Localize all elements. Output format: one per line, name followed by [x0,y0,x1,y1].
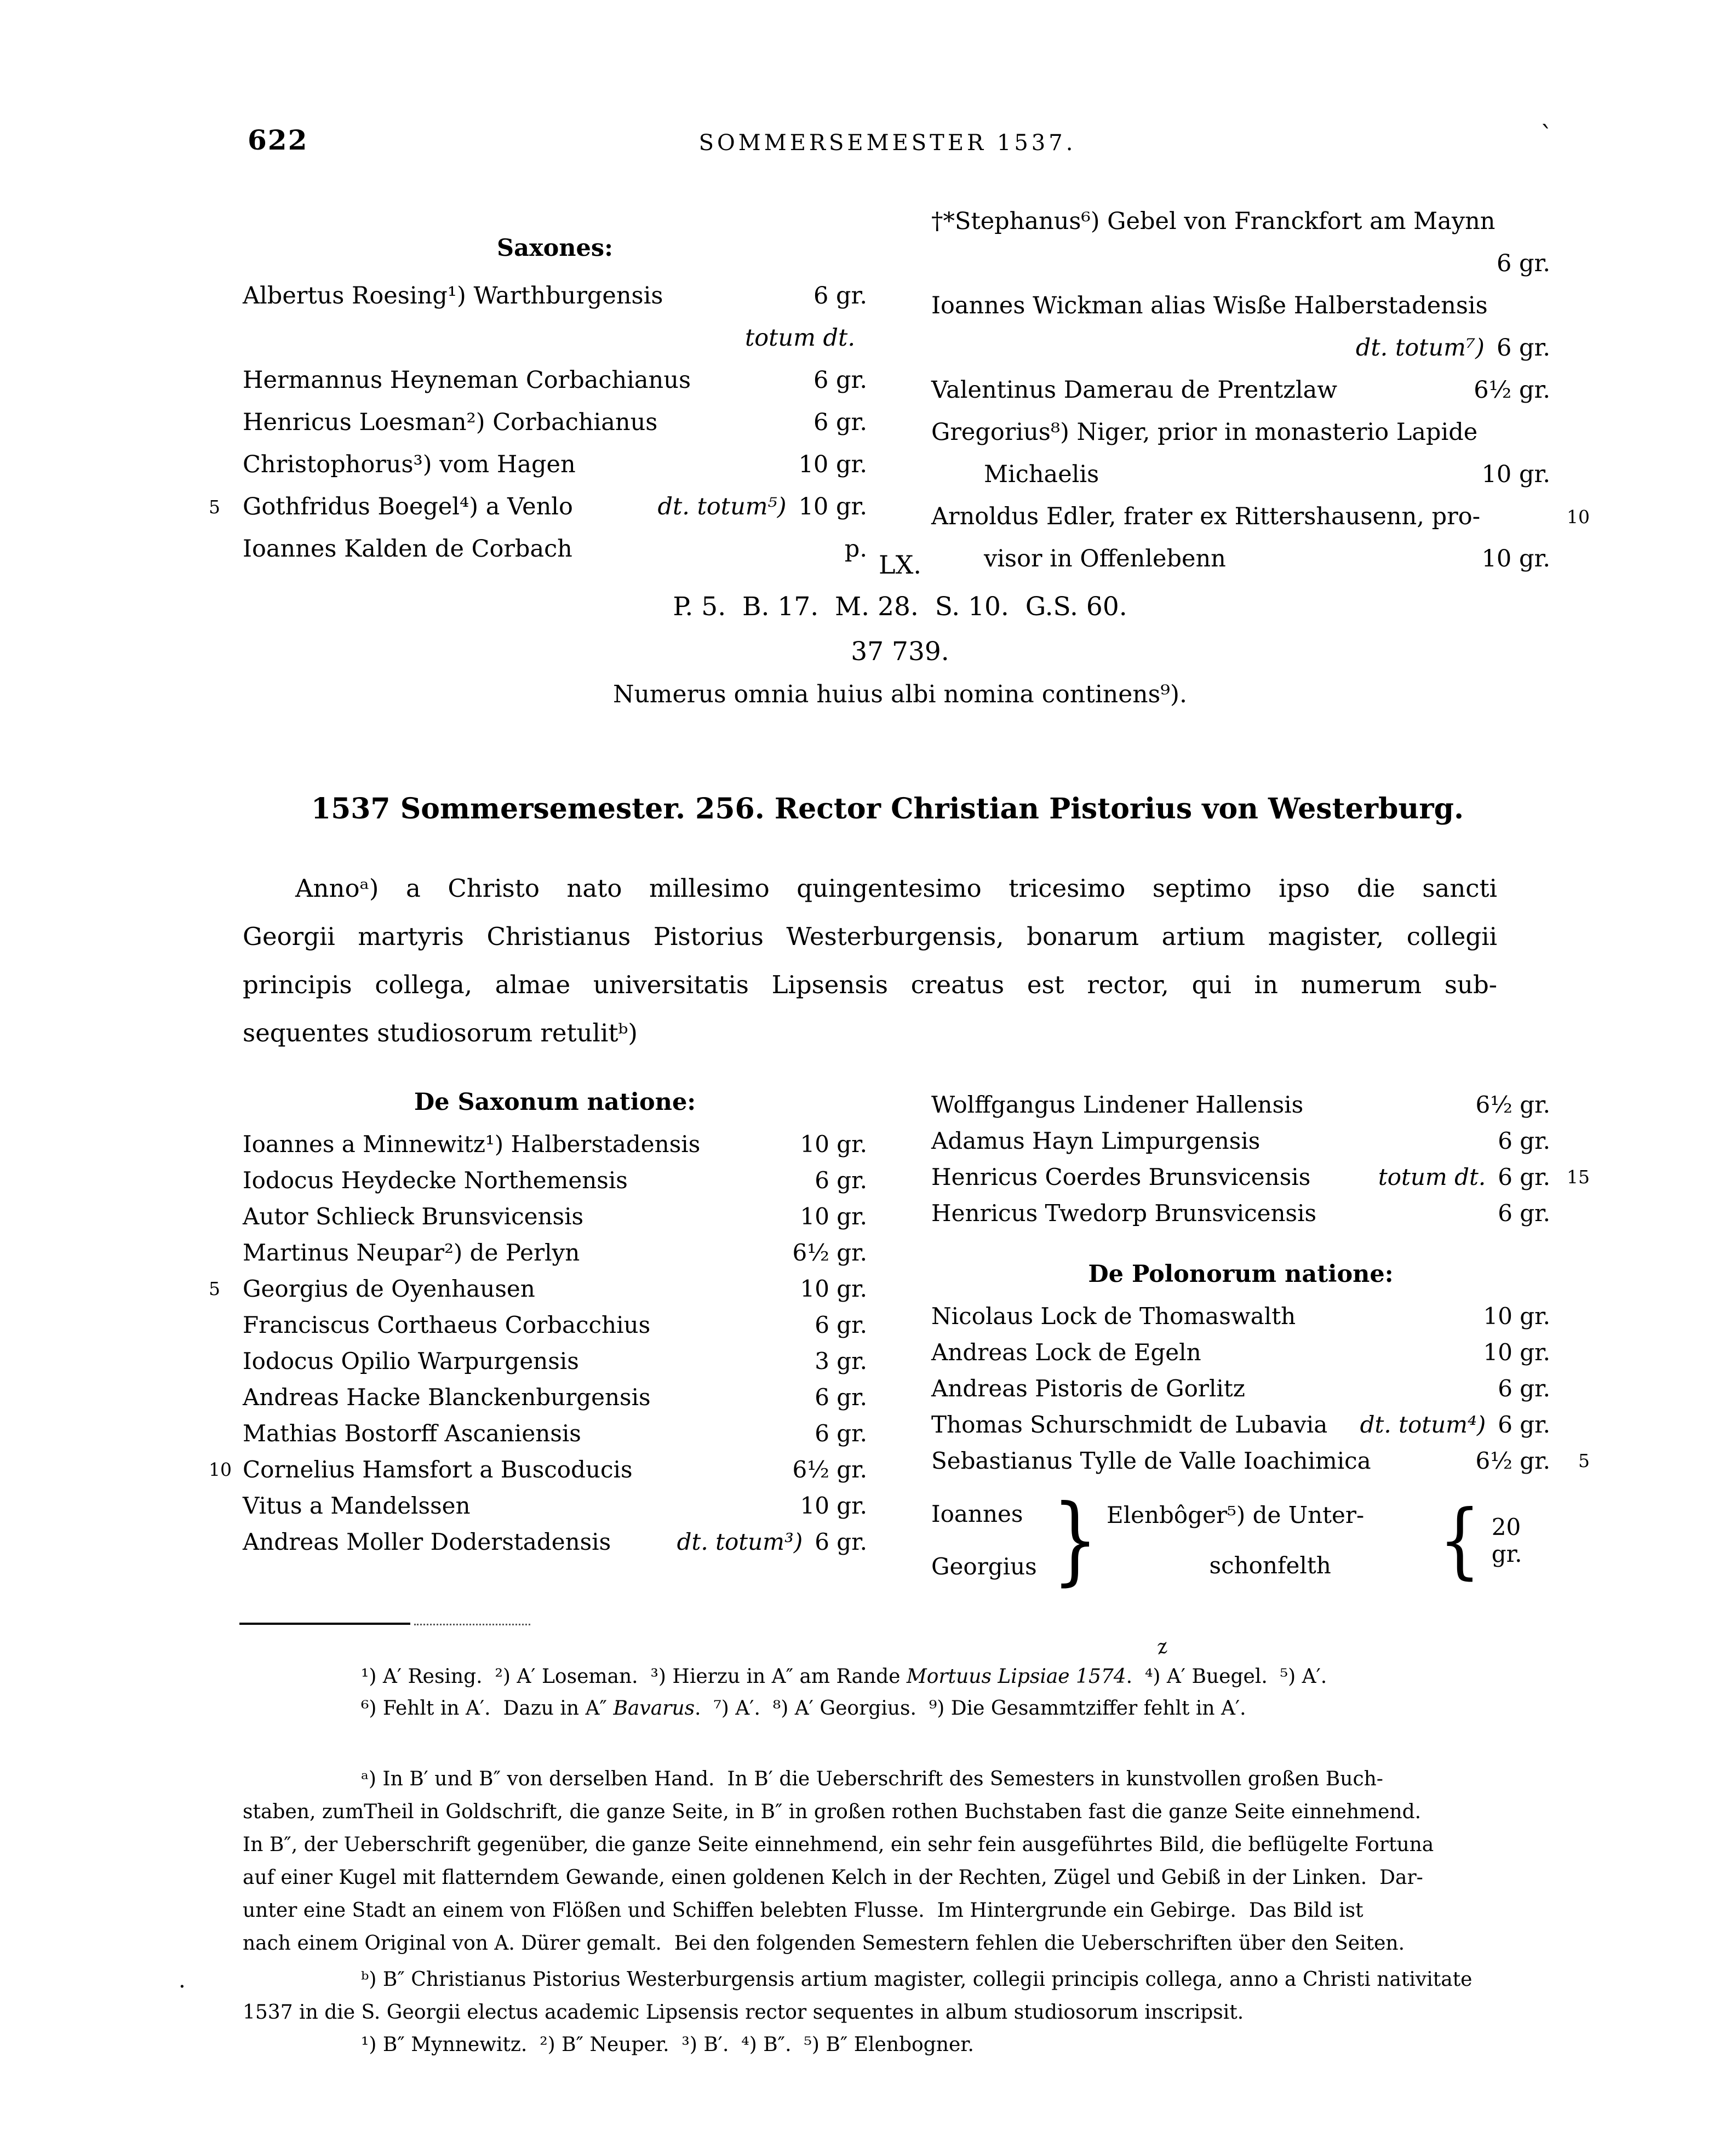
entry-name: Ioannes a Minnewitz¹) Halberstadensis [243,1131,701,1158]
entry-name: Elenbôger⁵) de Unter- [1107,1502,1365,1528]
entry-amount: 6 gr. [813,282,867,310]
register2-right-column [931,1087,1590,1596]
register2-left-column [209,1078,867,1560]
entry-amount: 6 gr. [815,1311,867,1338]
entry-name: Iodocus Heydecke Northemensis [243,1167,628,1194]
list-item [209,1271,867,1307]
footnote-block-line: nach einem Original von A. Dürer gemalt. Bei den folgenden Semestern fehlen die Ueberschriften über den Seiten. [243,1932,1405,1955]
list-item [243,402,867,444]
list-item [931,1443,1590,1479]
footnote-rule-faded [414,1624,530,1625]
list-item [243,1379,867,1416]
entry-name: Ioannes Wickman alias Wisße Halberstadensis [931,292,1488,319]
entry-payment-note: dt. totum³) [677,1528,803,1555]
list-item [243,1416,867,1452]
footnote-block-line: ᵃ) In B′ und B″ von derselben Hand. In B′ die Ueberschrift des Semesters in kunstvollen großen Buch- [361,1768,1383,1790]
footnote-block-line: auf einer Kugel mit flatterndem Gewande, einen goldenen Kelch in der Rechten, Zügel und Gebiß in der Linken. Dar- [243,1866,1423,1889]
register1-right-rows [931,200,1590,580]
footnote-block-line: unter eine Stadt an einem von Flößen und Schiffen belebten Flusse. Im Hintergrunde ein Gebirge. Das Bild ist [243,1899,1363,1922]
entry-amount: 10 gr. [800,1275,867,1302]
entry-name: Vitus a Mandelssen [243,1492,471,1519]
entry-name: Cornelius Hamsfort a Buscoducis [243,1456,633,1483]
entry-amount: 6 gr. [1498,1200,1550,1227]
footnote-text-segment: . ⁷) A′. ⁸) A′ Georgius. ⁹) Die Gesammtziffer fehlt in A′. [695,1697,1246,1720]
footnote-line-last: ¹) B″ Mynnewitz. ²) B″ Neuper. ³) B′. ⁴) B″. ⁵) B″ Elenbogner. [361,2033,974,2056]
list-item [931,1123,1550,1159]
entry-name: Georgius de Oyenhausen [243,1275,535,1302]
entry-name: Adamus Hayn Limpurgensis [931,1127,1261,1154]
list-item [243,275,867,317]
entry-name: Autor Schlieck Brunsvicensis [243,1203,584,1230]
register1-left-column [209,221,867,570]
running-header: SOMMERSEMESTER 1537. [698,130,1076,156]
entry-name: Nicolaus Lock de Thomaswalth [931,1303,1296,1330]
entry-name: Hermannus Heyneman Corbachianus [243,366,691,394]
list-item [931,1334,1550,1371]
register1-left-rows [209,275,867,570]
tally-faculty-counts: P. 5. B. 17. M. 28. S. 10. G.S. 60. [673,592,1127,622]
entry-name: Martinus Neupar²) de Perlyn [243,1239,580,1266]
list-item [209,1452,867,1488]
list-item [243,1343,867,1379]
entry-name: Thomas Schurschmidt de Lubavia [931,1411,1328,1438]
footnote-italic-segment: Mortuus Lipsiae 1574 [906,1665,1126,1688]
footnote-block-line: 1537 in die S. Georgii electus academic Lipsensis rector sequentes in album studiosorum inscripsit. [243,2001,1244,2024]
entry-name: Gregorius⁸) Niger, prior in monasterio Lapide [931,419,1478,446]
entry-payment-note: dt. totum⁵) [657,493,787,520]
list-item [931,1298,1550,1334]
entry-name: schonfelth [1209,1552,1331,1579]
entry-payment-note: dt. totum⁷) [1355,334,1485,362]
column-heading-saxonum: De Saxonum natione: [414,1089,696,1116]
entry-amount: 6 gr. [815,1384,867,1411]
entry-amount: 6 gr. [1498,1127,1550,1154]
entry-payment-note: totum dt. [1378,1164,1486,1190]
entry-name: Mathias Bostorff Ascaniensis [243,1420,581,1447]
list-item [931,1195,1550,1231]
entry-amount: 10 gr. [800,1203,867,1230]
entry-amount: 10 gr. [1481,545,1550,572]
entry-amount: 10 gr. [1481,461,1550,488]
entry-name: Andreas Lock de Egeln [931,1339,1201,1366]
footnote-text-segment: ⁶) Fehlt in A′. Dazu in A″ [361,1697,614,1720]
list-item [931,1087,1550,1123]
list-item [243,1488,867,1524]
footnote-text-segment: . ⁴) A′ Buegel. ⁵) A′. [1126,1665,1327,1688]
list-item [243,1199,867,1235]
list-item [931,285,1550,327]
entry-name: Andreas Hacke Blanckenburgensis [243,1384,651,1411]
entry-payment-note: totum dt. [744,324,855,352]
brace-description [1107,1490,1434,1591]
list-item [931,496,1590,538]
entry-name: Franciscus Corthaeus Corbacchius [243,1311,651,1338]
entry-name: Arnoldus Edler, frater ex Rittershausenn, pro- [931,503,1481,530]
list-item [243,1126,867,1162]
intro-paragraph [243,864,1497,1057]
entry-amount: 6¹⁄₂ gr. [1475,1447,1550,1474]
line-number-right: 15 [1567,1166,1590,1188]
entry-amount: 10 gr. [798,451,867,478]
section-title: 1537 Sommersemester. 256. Rector Christian Pistorius von Westerburg. [311,792,1464,826]
entry-amount: 10 gr. [798,493,867,520]
list-item [931,1159,1590,1195]
footnote-note-b [243,1963,1590,2029]
entry-name: Michaelis [984,461,1099,488]
entry-amount: p. [844,535,867,563]
footnote-text-segment: ¹) A′ Resing. ²) A′ Loseman. ³) Hierzu in A″ am Rande [361,1665,907,1688]
footnote-block-line: staben, zumTheil in Goldschrift, die ganze Seite, in B″ in großen rothen Buchstaben fast die ganze Seite einnehmend. [243,1801,1422,1823]
scan-margin-dot: . [179,1968,186,1993]
entry-name: Valentinus Damerau de Prentzlaw [931,376,1338,404]
tally-numerus-note: Numerus omnia huius albi nomina continens⁹). [612,680,1188,708]
brace-names [931,1488,1037,1593]
entry-amount: 6 gr. [813,409,867,436]
entry-amount: 10 gr. [1483,1303,1550,1330]
footnote-line-2 [243,1697,1590,1720]
entry-amount: 6 gr. [1498,1411,1550,1438]
entry-amount: 6 gr. [815,1420,867,1447]
entry-name: †*Stephanus⁶) Gebel von Franckfort am Maynn [931,208,1496,235]
footnote-line-1 [243,1665,1590,1688]
brothers-brace-entry [931,1487,1550,1594]
paragraph-line: sequentes studiosorum retulitᵇ) [243,1018,638,1047]
entry-amount: 6 gr. [1498,1164,1550,1190]
list-item [243,1162,867,1199]
scan-flourish-mark: z [1154,1635,1170,1659]
line-number-left: 5 [209,496,220,518]
paragraph-line: Georgii martyris Christianus Pistorius Westerburgensis, bonarum artium magister, collegii [243,922,1497,951]
footnote-note-a [243,1763,1590,1960]
opening-brace-glyph: { [1439,1493,1481,1588]
entry-name: Sebastianus Tylle de Valle Ioachimica [931,1447,1371,1474]
entry-name: visor in Offenlebenn [984,545,1226,572]
list-item [931,200,1550,243]
line-number-right: 10 [1567,506,1590,528]
closing-brace-glyph: } [1052,1485,1098,1596]
footnote-block-line: In B″, der Ueberschrift gegenüber, die ganze Seite einnehmend, ein sehr fein ausgeführtes Bild, die beflügelte Fortuna [243,1834,1434,1856]
entry-amount: 6 gr. [1498,1375,1550,1402]
entry-name: Georgius [931,1553,1037,1580]
tally-roman-numeral: LX. [879,550,921,580]
entry-amount: 6¹⁄₂ gr. [792,1239,867,1266]
entry-name: Andreas Moller Doderstadensis [243,1528,611,1555]
footnote-italic-segment: Bavarus [613,1697,695,1720]
list-item [931,243,1550,285]
list-item [931,454,1550,496]
list-item [931,369,1550,411]
entry-name: Ioannes [931,1500,1023,1527]
entry-amount: 6¹⁄₂ gr. [1474,376,1550,404]
entry-amount: 3 gr. [815,1348,867,1374]
list-item [931,1371,1550,1407]
register1-right-column [931,200,1590,580]
page-number: 622 [248,124,308,156]
list-item [243,1235,867,1271]
entry-name: Andreas Pistoris de Gorlitz [931,1375,1245,1402]
list-item [931,411,1550,454]
entry-amount: 6 gr. [1496,334,1550,362]
entry-payment-note: dt. totum⁴) [1360,1411,1486,1438]
entry-name: Henricus Loesman²) Corbachianus [243,409,658,436]
list-item [209,486,867,528]
entry-amount: 6 gr. [813,366,867,394]
line-number-left: 10 [209,1459,232,1480]
brace-amount [1434,1493,1550,1588]
scan-speck-mark: ˋ [1540,121,1553,150]
entry-amount: 6 gr. [815,1167,867,1194]
register2-left-rows [209,1126,867,1560]
line-number-right: 5 [1578,1450,1590,1471]
entry-name: Gothfridus Boegel⁴) a Venlo [243,493,573,520]
line-number-left: 5 [209,1278,220,1299]
entry-amount: 6¹⁄₂ gr. [1475,1091,1550,1118]
entry-amount: 6 gr. [1496,250,1550,277]
entry-amount: 10 gr. [1483,1339,1550,1366]
list-item [243,1307,867,1343]
list-item [243,444,867,486]
entry-name: Albertus Roesing¹) Warthburgensis [243,282,663,310]
paragraph-line: principis collega, almae universitatis Lipsensis creatus est rector, qui in numerum sub- [243,970,1497,999]
entry-amount: 6¹⁄₂ gr. [792,1456,867,1483]
list-item [243,1524,867,1560]
entry-name: Ioannes Kalden de Corbach [243,535,572,563]
list-item [931,327,1550,369]
entry-name: Christophorus³) vom Hagen [243,451,576,478]
column-heading-saxones: Saxones: [497,234,613,262]
column-heading-polonorum: De Polonorum natione: [1088,1261,1394,1288]
list-item [243,317,867,359]
entry-name: Iodocus Opilio Warpurgensis [243,1348,579,1374]
entry-amount: 10 gr. [800,1492,867,1519]
entry-amount: 6 gr. [815,1528,867,1555]
tally-grand-total: 37 739. [851,637,949,667]
footnote-rule [239,1623,410,1625]
entry-amount: 10 gr. [800,1131,867,1158]
register2-right-rows-saxonum [931,1087,1590,1231]
register2-right-rows-polonorum [931,1298,1590,1479]
entry-name: Henricus Twedorp Brunsvicensis [931,1200,1317,1227]
list-item [931,1407,1550,1443]
list-item [243,359,867,402]
footnote-block-line: ᵇ) B″ Christianus Pistorius Westerburgensis artium magister, collegii principis collega, anno a Christi nativitate [361,1968,1473,1991]
entry-name: Wolffgangus Lindener Hallensis [931,1091,1304,1118]
paragraph-line: Annoᵃ) a Christo nato millesimo quingentesimo tricesimo septimo ipso die sancti [295,874,1497,903]
entry-name: Henricus Coerdes Brunsvicensis [931,1164,1311,1190]
entry-amount: 20 gr. [1491,1514,1522,1567]
